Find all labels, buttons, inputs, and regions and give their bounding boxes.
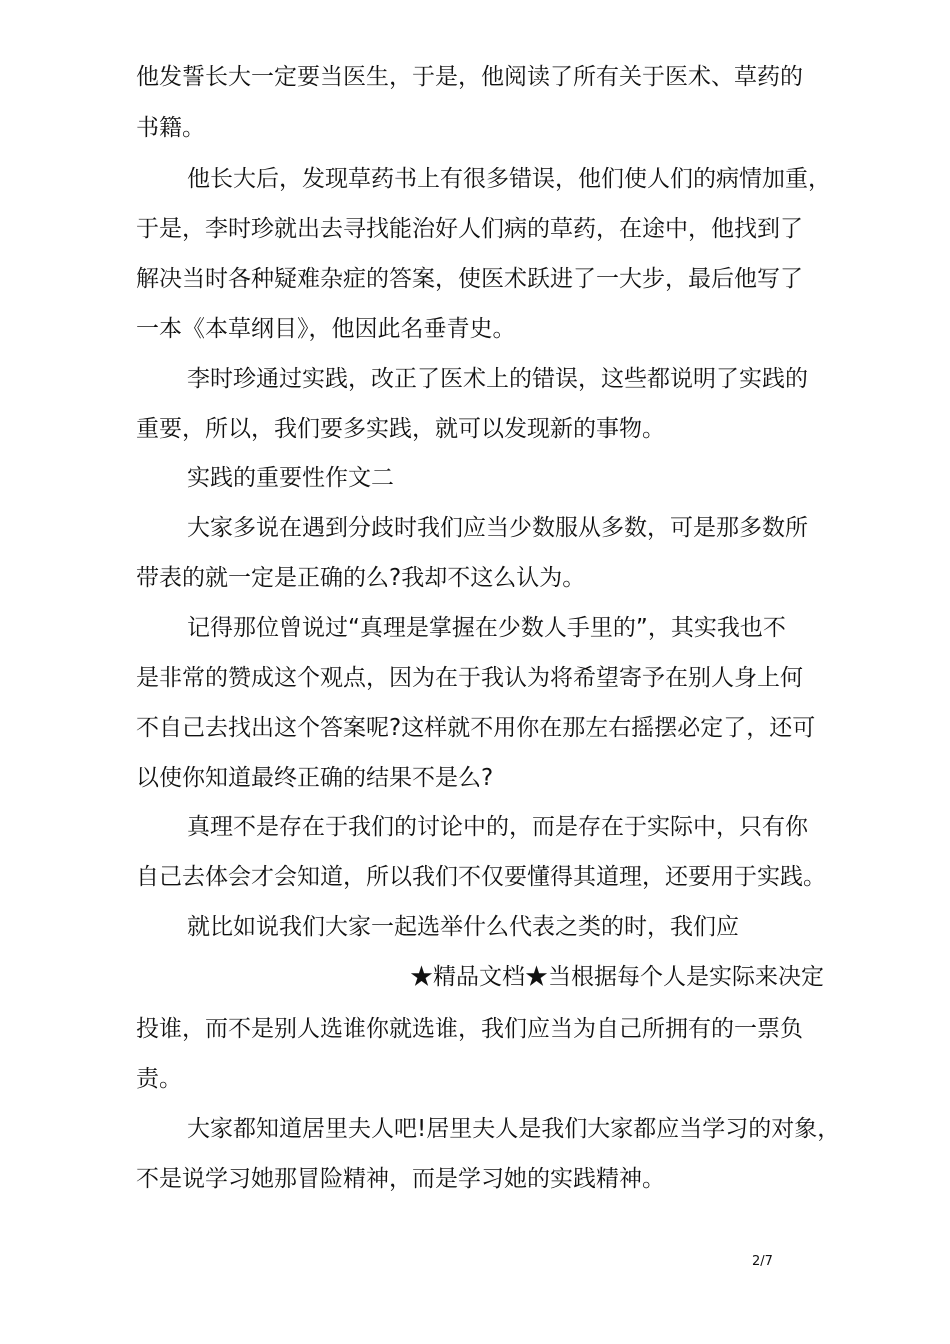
text-line: 书籍。 [136,115,205,141]
paragraph-start: 真理不是存在于我们的讨论中的，而是存在于实际中，只有你 [187,814,808,840]
stamp-line [410,962,824,992]
section-heading: 实践的重要性作文二 [187,465,394,491]
paragraph-start: 记得那位曾说过“真理是掌握在少数人手里的”，其实我也不 [187,615,786,641]
text-line: 投谁，而不是别人选谁你就选谁，我们应当为自己所拥有的一票负 [136,1016,803,1042]
paragraph-start: 李时珍通过实践，改正了医术上的错误，这些都说明了实践的 [187,366,808,392]
text-line: 于是，李时珍就出去寻找能治好人们病的草药，在途中，他找到了 [136,216,803,242]
text-line: 一本《本草纲目》，他因此名垂青史。 [136,316,516,342]
text-line: 解决当时各种疑难杂症的答案，使医术跃进了一大步，最后他写了 [136,266,803,292]
text-line: 他发誓长大一定要当医生，于是，他阅读了所有关于医术、草药的 [136,64,803,90]
text-line: 重要，所以，我们要多实践，就可以发现新的事物。 [136,416,665,442]
paragraph-start: 大家多说在遇到分歧时我们应当少数服从多数，可是那多数所 [187,515,808,541]
text-line: 带表的就一定是正确的么?我却不这么认为。 [136,565,586,591]
text-line: 责。 [136,1066,182,1092]
text-line: 不自己去找出这个答案呢?这样就不用你在那左右摇摆必定了，还可 [136,715,816,741]
text-line: 以使你知道最终正确的结果不是么? [136,765,494,791]
paragraph-start: 大家都知道居里夫人吧!居里夫人是我们大家都应当学习的对象， [187,1116,841,1142]
text-continuation: 当根据每个人是实际来决定 [548,964,824,990]
paragraph-start: 就比如说我们大家一起选举什么代表之类的时，我们应 [187,914,739,940]
watermark-stamp: ★精品文档★ [410,964,548,990]
text-line: 不是说学习她那冒险精神，而是学习她的实践精神。 [136,1166,665,1192]
text-line: 是非常的赞成这个观点，因为在于我认为将希望寄予在别人身上何 [136,665,803,691]
text-line: 自己去体会才会知道，所以我们不仅要懂得其道理，还要用于实践。 [136,864,826,890]
paragraph-start: 他长大后，发现草药书上有很多错误，他们使人们的病情加重， [187,166,831,192]
page-number: 2/7 [752,1254,773,1269]
